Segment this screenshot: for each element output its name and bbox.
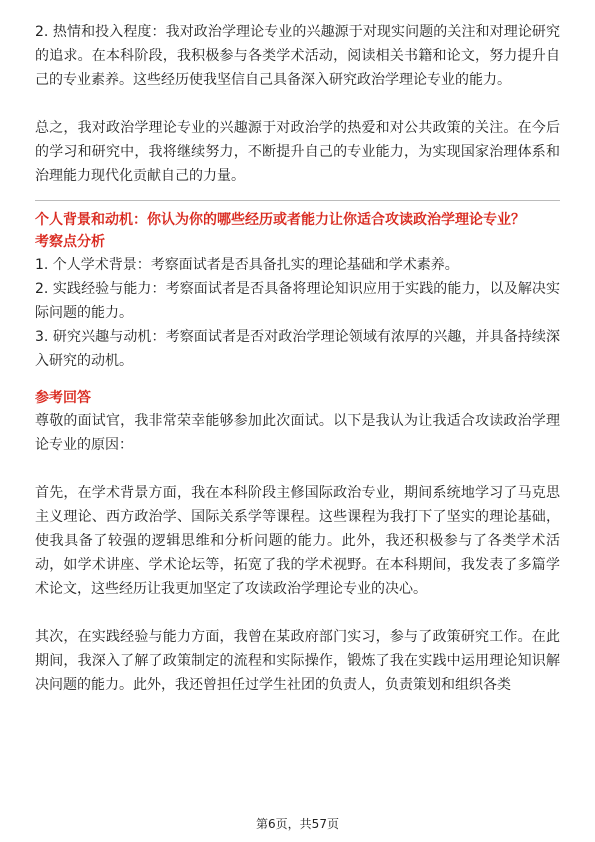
- page-number: 第6页，共57页: [256, 817, 339, 831]
- answer-paragraph-practice: 其次，在实践经验与能力方面，我曾在某政府部门实习，参与了政策研究工作。在此期间，我深入了解了政策制定的流程和实际操作，锻炼了我在实践中运用理论知识解决问题的能力。此外，我还曾担任过学生社团的负责人，负责策划和组织各类: [35, 629, 560, 693]
- analysis-item: 1. 个人学术背景：考察面试者是否具备扎实的理论基础和学术素养。: [35, 257, 459, 273]
- question-heading: 个人背景和动机：你认为你的哪些经历或者能力让你适合攻读政治学理论专业？: [35, 212, 525, 228]
- section-divider: [35, 200, 560, 201]
- analysis-label: 考察点分析: [35, 234, 105, 250]
- paragraph-passion: 2. 热情和投入程度：我对政治学理论专业的兴趣源于对现实问题的关注和对理论研究的追求。在本科阶段，我积极参与各类学术活动，阅读相关书籍和论文，努力提升自己的专业素养。这些经历使我坚信自己具备深入研究政治学理论专业的能力。: [35, 24, 560, 88]
- spacer: [35, 92, 560, 116]
- document-page: [35, 20, 560, 697]
- answer-label: 参考回答: [35, 390, 91, 406]
- answer-paragraph-intro: 尊敬的面试官，我非常荣幸能够参加此次面试。以下是我认为让我适合攻读政治学理论专业的原因：: [35, 413, 560, 453]
- paragraph-summary: 总之，我对政治学理论专业的兴趣源于对政治学的热爱和对公共政策的关注。在今后的学习和研究中，我将继续努力，不断提升自己的专业能力，为实现国家治理体系和治理能力现代化贡献自己的力量。: [35, 120, 560, 184]
- spacer: [35, 373, 560, 387]
- spacer: [35, 601, 560, 625]
- spacer: [35, 457, 560, 481]
- answer-paragraph-academic: 首先，在学术背景方面，我在本科阶段主修国际政治专业，期间系统地学习了马克思主义理论、西方政治学、国际关系学等课程。这些课程为我打下了坚实的理论基础，使我具备了较强的逻辑思维和分析问题的能力。此外，我还积极参与了各类学术活动，如学术讲座、学术论坛等，拓宽了我的学术视野。在本科期间，我发表了多篇学术论文，这些经历让我更加坚定了攻读政治学理论专业的决心。: [35, 485, 560, 597]
- analysis-item: 3. 研究兴趣与动机：考察面试者是否对政治学理论领域有浓厚的兴趣，并具备持续深入研究的动机。: [35, 329, 560, 369]
- analysis-item: 2. 实践经验与能力：考察面试者是否具备将理论知识应用于实践的能力，以及解决实际问题的能力。: [35, 281, 560, 321]
